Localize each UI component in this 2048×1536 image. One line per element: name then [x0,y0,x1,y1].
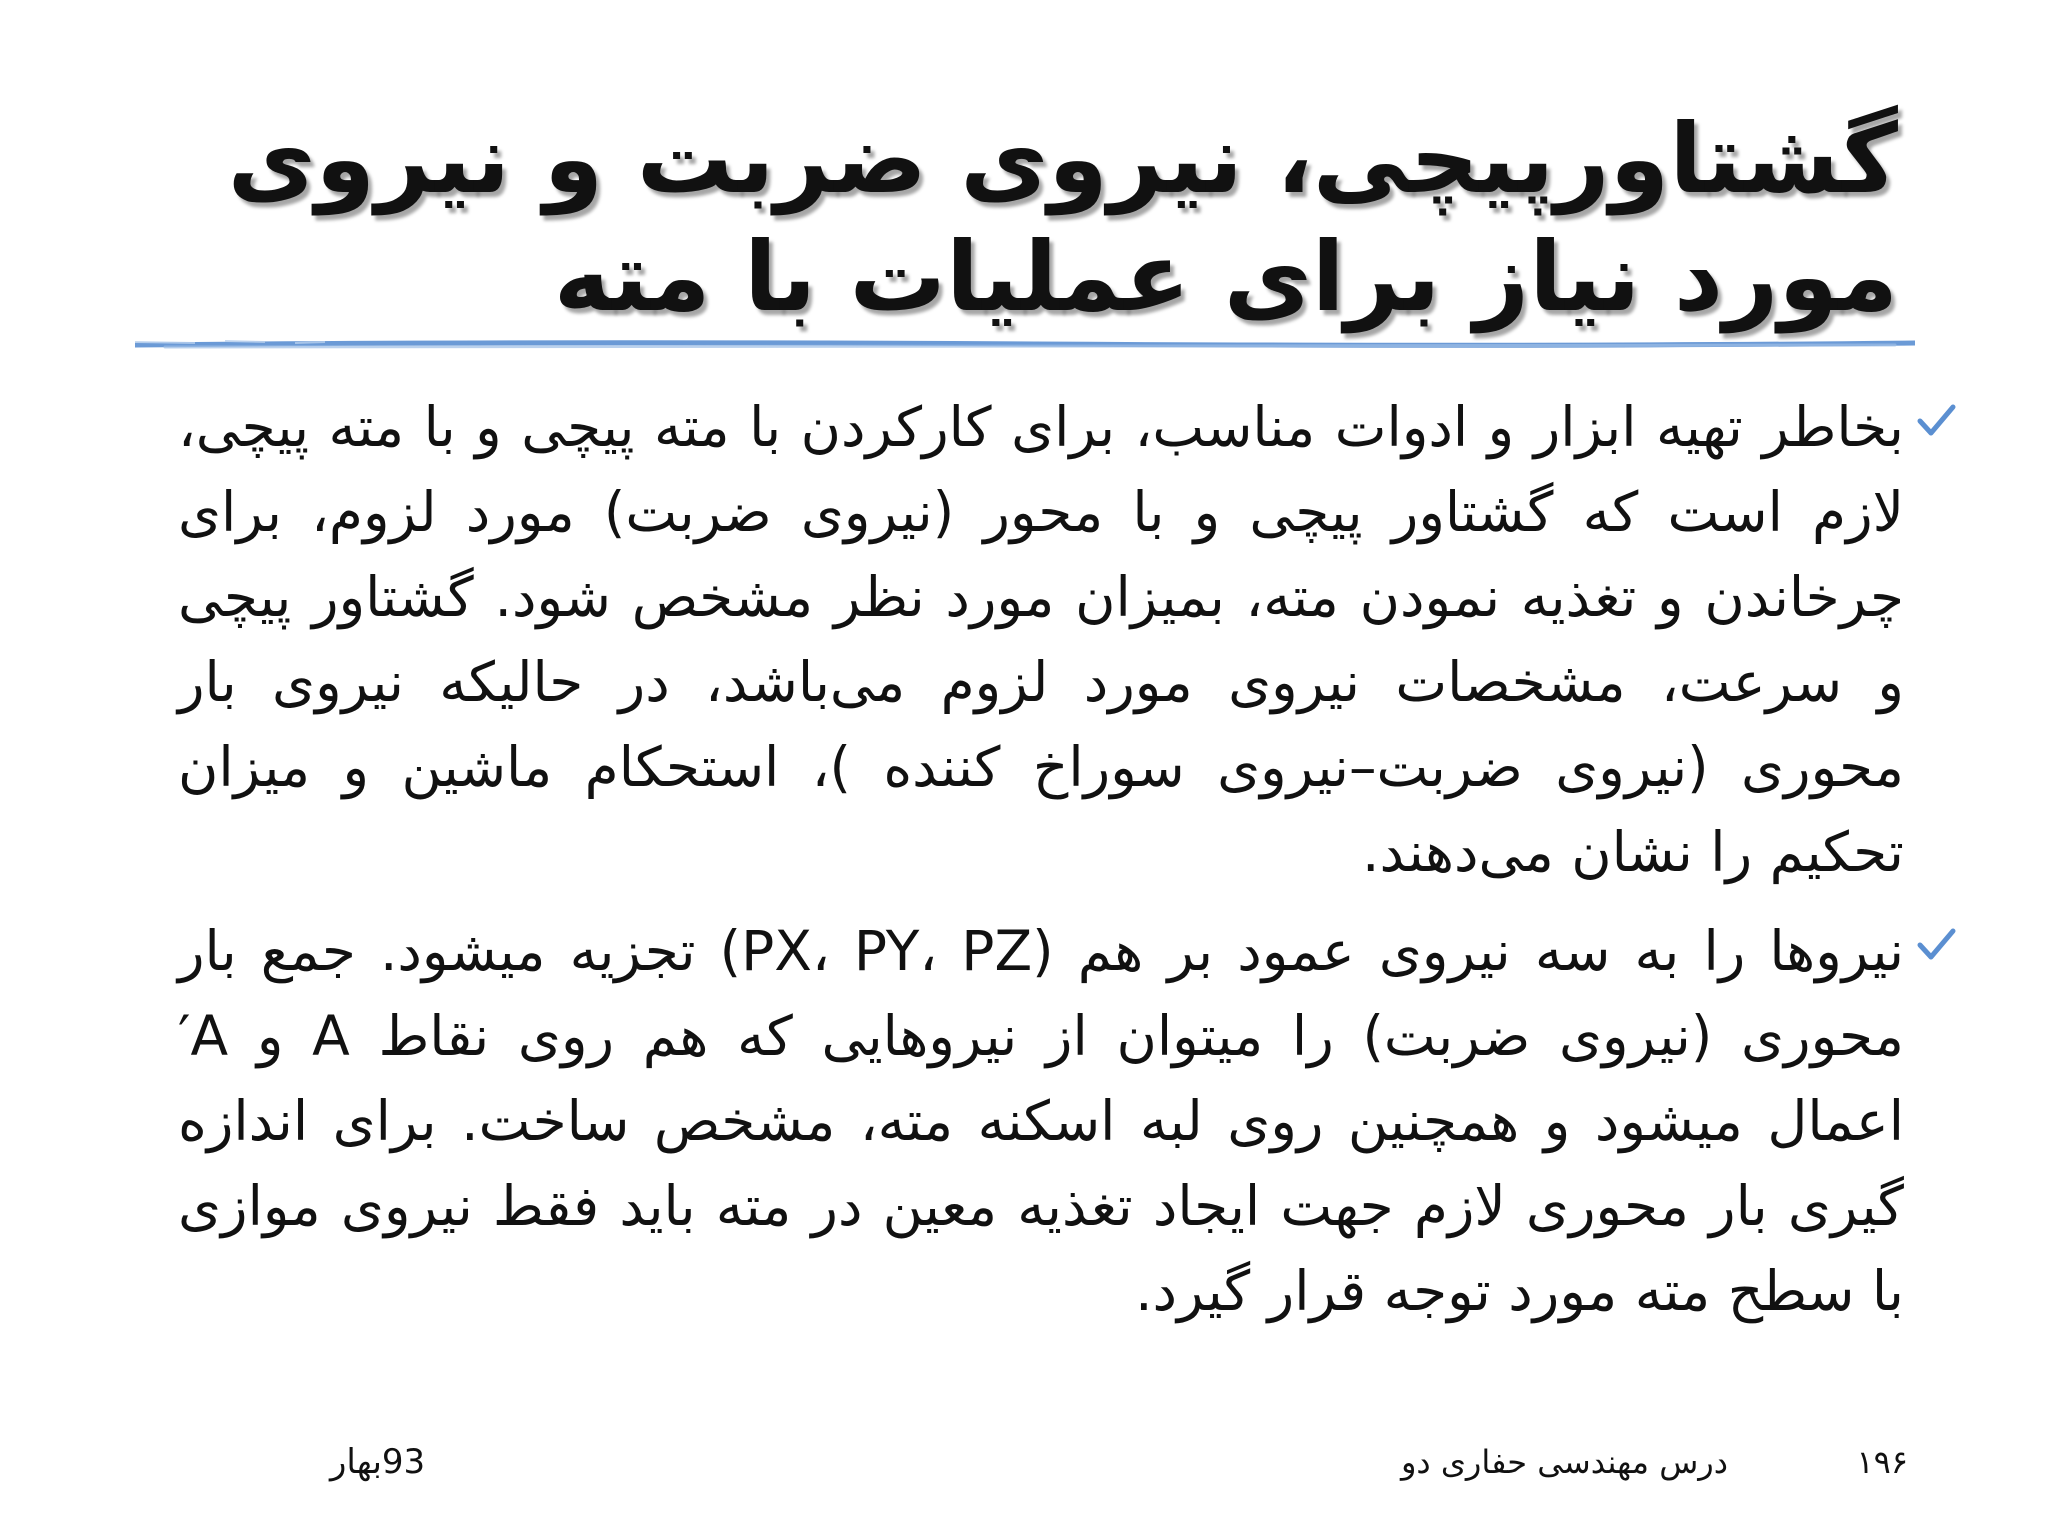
course-name: درس مهندسی حفاری دو [1400,1443,1728,1481]
season-label: 93بهار [330,1442,426,1482]
bullet-item [178,385,1938,895]
bullet-text: نیروها را به سه نیروی عمود بر هم (PX، PY، PZ) تجزیه میشود. جمع بار محوری (نیروی ضربت) را میتوان از نیروهایی که هم روی نقاط A و A′ اعمال میشود و همچنین روی لبه اسکنه مته، مشخص ساخت. برای اندازه گیری بار محوری لازم جهت ایجاد تغذیه معین در مته باید فقط نیروی موازی با سطح مته مورد توجه قرار گیرد. [178,919,1905,1323]
check-icon [1914,923,1958,967]
slide-body [178,385,1938,1348]
slide-title: گشتاورپیچی، نیروی ضربت و نیروی مورد نیاز برای عملیات با مته [227,103,1898,333]
bullet-text: بخاطر تهیه ابزار و ادوات مناسب، برای کارکردن با مته پیچی و با مته پیچی، لازم است که گشتاور پیچی و با محور (نیروی ضربت) مورد لزوم، برای چرخاندن و تغذیه نمودن مته، بمیزان مورد نظر مشخص شود. گشتاور پیچی و سرعت، مشخصات نیروی مورد لزوم می‌باشد، در حالیکه نیروی بار محوری (نیروی ضربت–نیروی سوراخ کننده )، استحکام ماشین و میزان تحکیم را نشان می‌دهند. [178,395,1904,884]
page-number: ۱۹۶ [1856,1443,1908,1481]
check-icon [1914,399,1958,443]
bullet-item [178,909,1938,1334]
title-divider [135,336,1915,352]
